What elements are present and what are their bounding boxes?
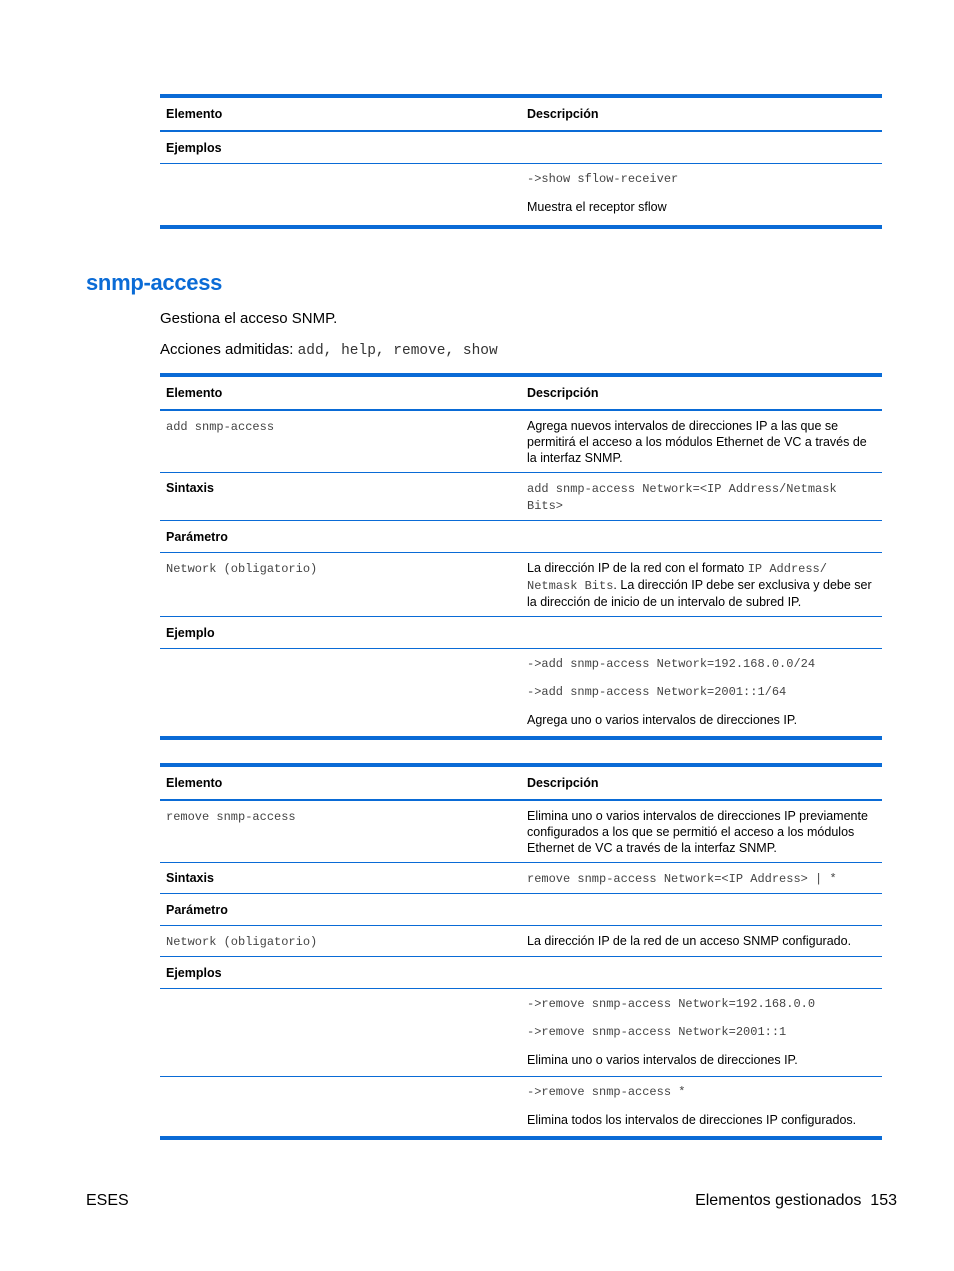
table-remove-snmp-access — [160, 763, 882, 1140]
table-add-snmp-access — [160, 373, 882, 740]
column-header-element: Elemento — [160, 96, 521, 131]
example-cell — [521, 649, 882, 739]
parameter-format-code: IP Address/ Netmask Bits — [527, 562, 827, 593]
example-command: ->remove snmp-access Network=2001::1 — [527, 1025, 787, 1039]
footer-section-name: Elementos gestionados — [695, 1192, 862, 1209]
row-label-syntax: Sintaxis — [160, 863, 521, 894]
column-header-description: Descripción — [521, 375, 882, 410]
example-description: Elimina uno o varios intervalos de direcciones IP. — [527, 1053, 798, 1067]
row-label-syntax: Sintaxis — [160, 473, 521, 521]
command-description: Elimina uno o varios intervalos de direcciones IP previamente configurados a los que se permitió el acceso a los módulos Ethernet de VC a través de la interfaz SNMP. — [521, 800, 882, 863]
example-command: ->add snmp-access Network=192.168.0.0/24 — [527, 657, 816, 671]
syntax-value: remove snmp-access Network=<IP Address> | * — [527, 872, 837, 886]
command-name: remove snmp-access — [166, 810, 296, 824]
supported-actions-list: add, help, remove, show — [297, 343, 498, 359]
example-command: ->remove snmp-access * — [527, 1085, 686, 1099]
syntax-value: add snmp-access Network=<IP Address/Netmask Bits> — [527, 482, 837, 513]
example-command: ->show sflow-receiver — [527, 172, 679, 186]
parameter-description: La dirección IP de la red de un acceso SNMP configurado. — [521, 926, 882, 957]
column-header-element: Elemento — [160, 765, 521, 800]
footer-page-info — [695, 1192, 897, 1210]
footer-language-code: ESES — [86, 1192, 129, 1209]
example-description: Elimina todos los intervalos de direcciones IP configurados. — [527, 1113, 857, 1127]
example-cell — [521, 164, 882, 228]
page-number: 153 — [870, 1192, 897, 1209]
example-command: ->remove snmp-access Network=192.168.0.0 — [527, 997, 816, 1011]
column-header-description: Descripción — [521, 765, 882, 800]
column-header-element: Elemento — [160, 375, 521, 410]
supported-actions: Acciones admitidas: add, help, remove, show — [160, 341, 498, 359]
example-command: ->add snmp-access Network=2001::1/64 — [527, 685, 787, 699]
row-label-examples: Ejemplos — [160, 957, 521, 989]
row-label-parameter: Parámetro — [160, 521, 521, 553]
example-cell — [521, 1077, 882, 1139]
command-description: Agrega nuevos intervalos de direcciones IP a las que se permitirá el acceso a los módulos Ethernet de VC a través de la interfaz SNMP. — [521, 410, 882, 473]
parameter-name: Network (obligatorio) — [166, 935, 318, 949]
example-description: Muestra el receptor sflow — [527, 200, 667, 214]
column-header-description: Descripción — [521, 96, 882, 131]
parameter-description: La dirección IP de la red con el formato IP Address/ Netmask Bits. La dirección IP debe ser exclusiva y debe ser la dirección de inicio de un intervalo de subred IP. — [521, 553, 882, 617]
example-cell — [521, 989, 882, 1077]
parameter-name: Network (obligatorio) — [166, 562, 318, 576]
section-title: snmp-access — [86, 270, 223, 295]
section-intro: Gestiona el acceso SNMP. — [160, 310, 338, 327]
example-description: Agrega uno o varios intervalos de direcciones IP. — [527, 713, 798, 727]
table-sflow-examples — [160, 94, 882, 229]
command-name: add snmp-access — [166, 420, 275, 434]
row-label-example: Ejemplo — [160, 617, 521, 649]
row-label-parameter: Parámetro — [160, 894, 521, 926]
supported-actions-label: Acciones admitidas — [160, 341, 290, 358]
row-label-examples: Ejemplos — [160, 131, 521, 164]
